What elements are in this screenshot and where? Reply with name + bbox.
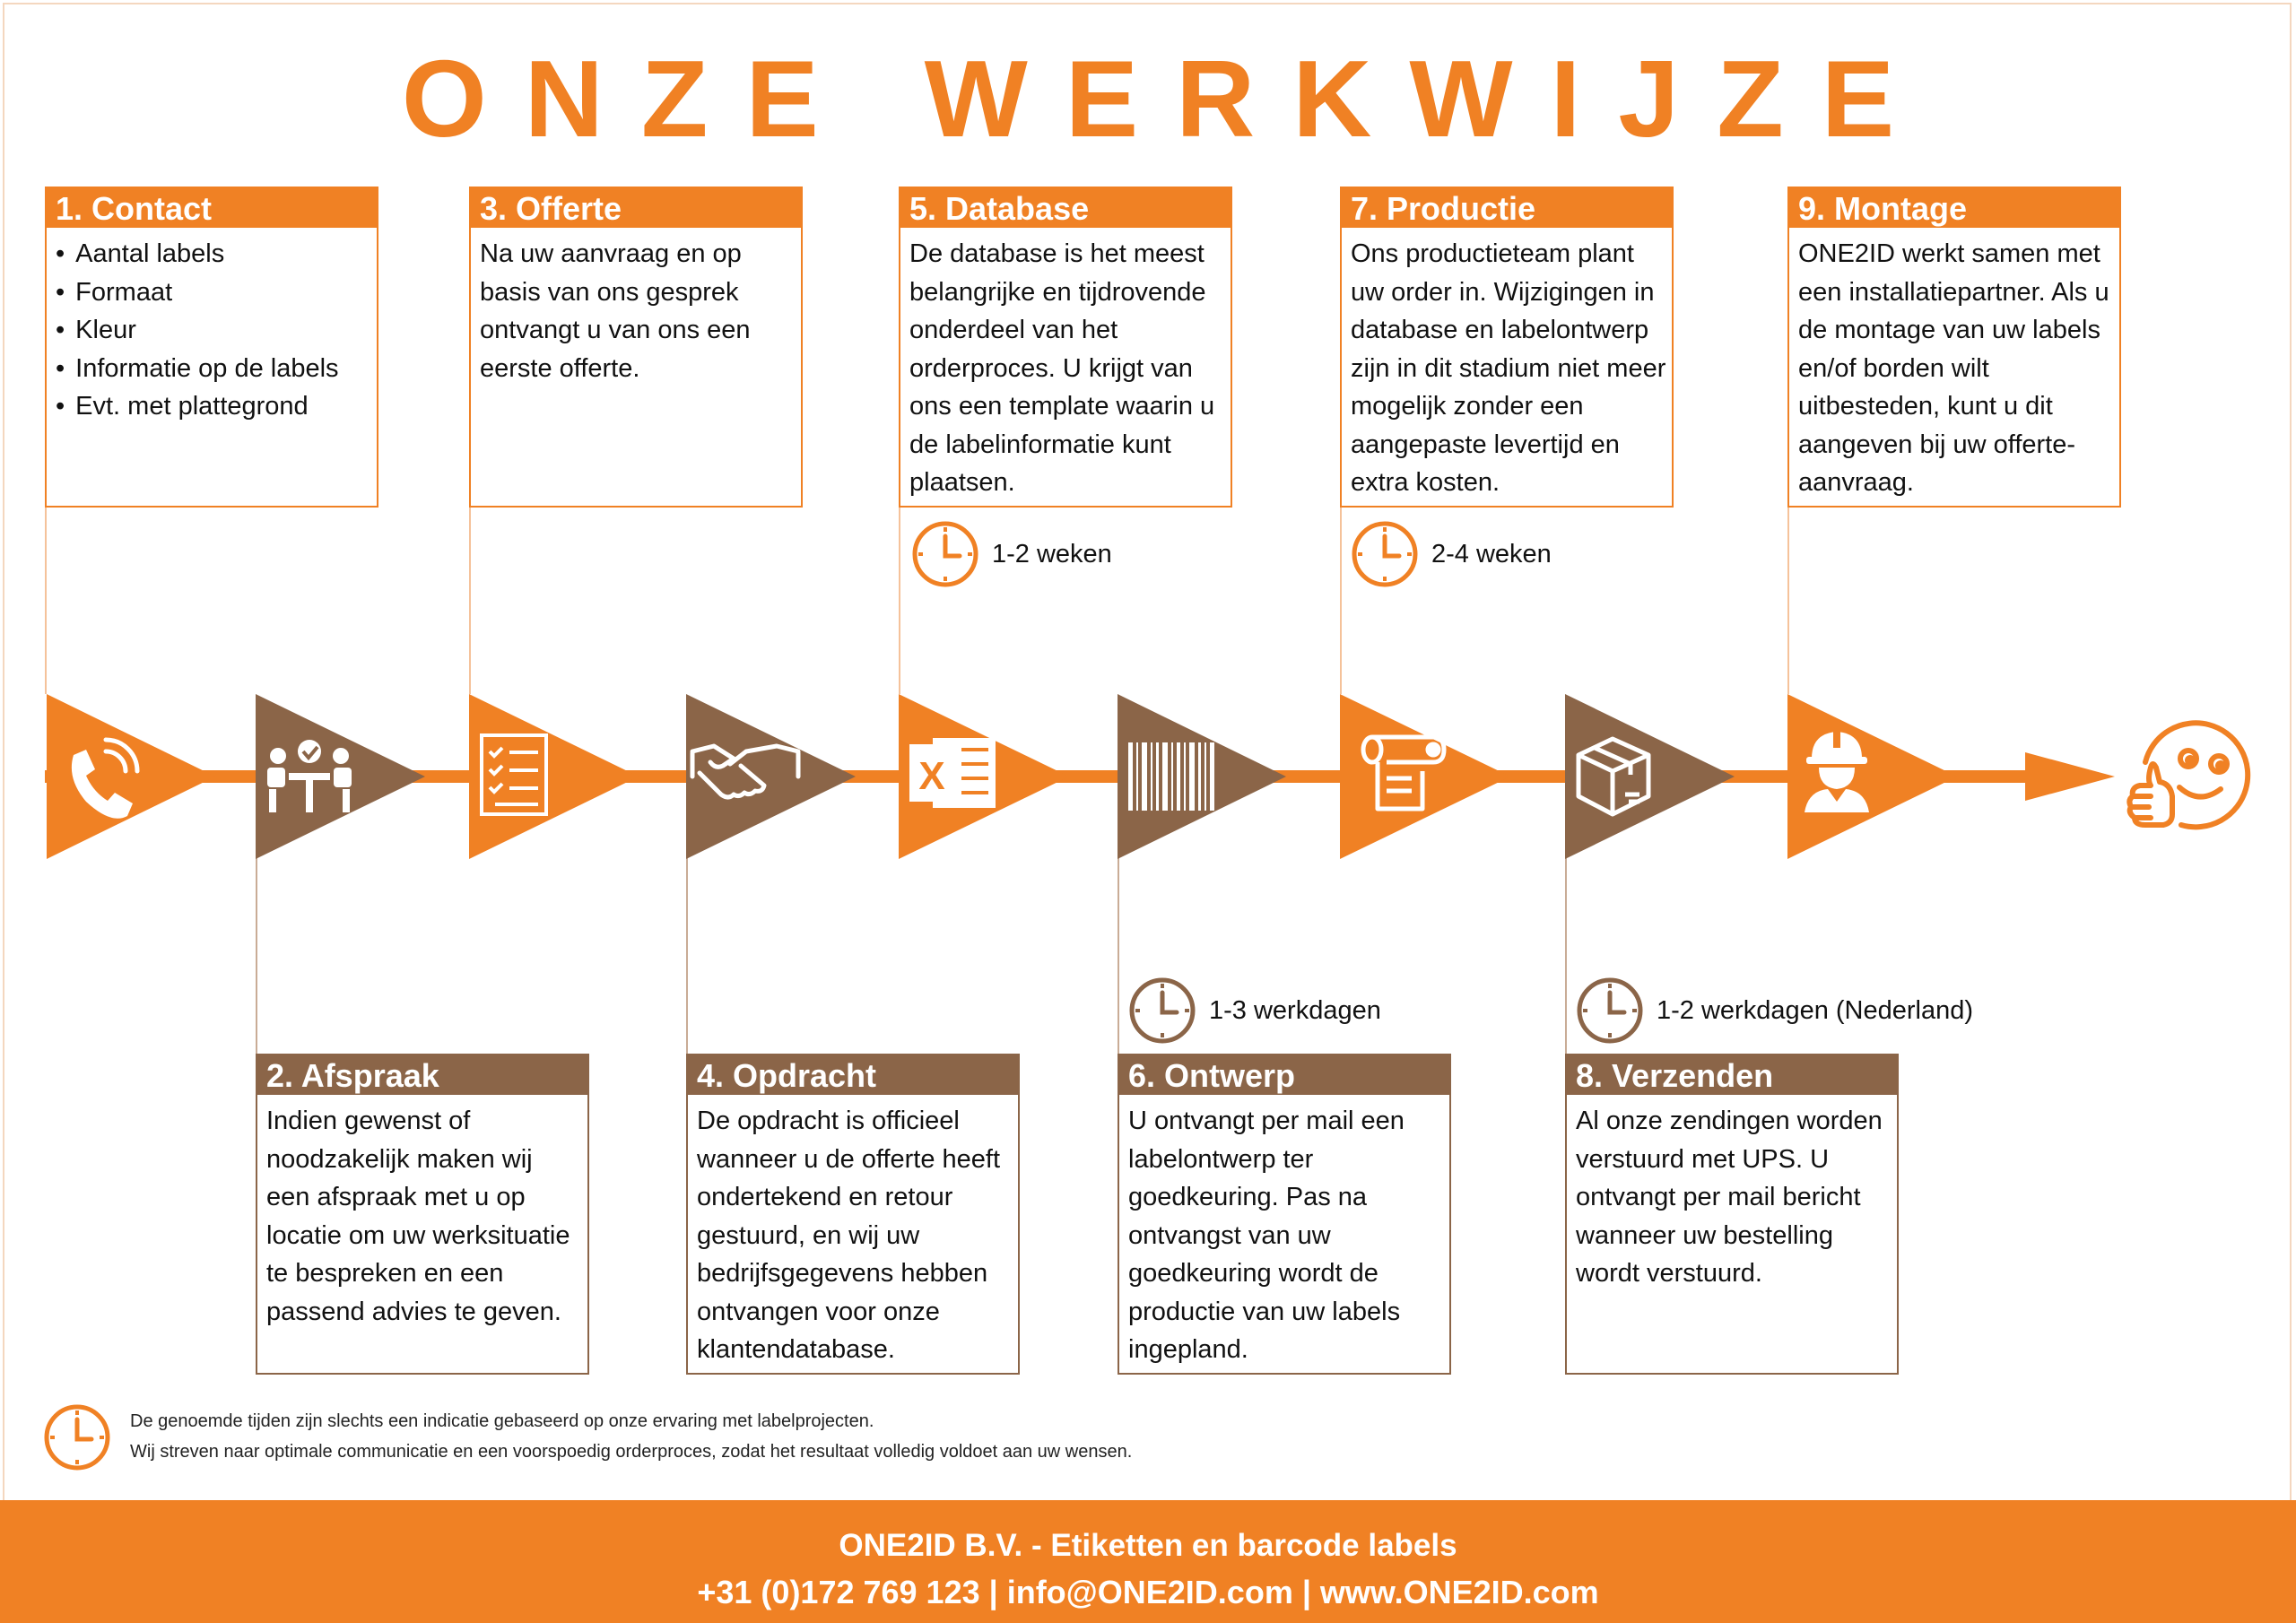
clock-icon [1351, 520, 1419, 588]
triangle-step-1 [47, 694, 215, 859]
list-item: • Evt. met plattegrond [56, 387, 371, 426]
step-box-contact [45, 187, 378, 508]
clock-icon [1128, 976, 1196, 1045]
smiley-thumbs-up-icon [2129, 723, 2248, 827]
step-text: U ontvangt per mail een labelontwerp ter goedkeuring. Pas na ontvangst van uw goedkeuring wordt de productie van uw labels ingepland. [1128, 1107, 1405, 1364]
step-title: 9. Montage [1789, 188, 2119, 228]
step-box-ontwerp [1118, 1054, 1451, 1375]
step-text: De opdracht is officieel wanneer u de offerte heeft ondertekend en retour gestuurd, en wij uw bedrijfsgegevens hebben ontvangen voor onze klantendatabase. [697, 1107, 1001, 1364]
triangle-step-3 [469, 694, 639, 859]
step-box-database [899, 187, 1232, 508]
footer-company: ONE2ID B.V. - Etiketten en barcode labels [839, 1528, 1457, 1563]
step-title: 1. Contact [47, 188, 377, 228]
step-text: Indien gewenst of noodzakelijk maken wij een afspraak met u op locatie om uw werksituatie te bespreken en een passend advies te geven. [266, 1107, 570, 1326]
step-box-opdracht [686, 1054, 1020, 1375]
duration-text: 1-2 werkdagen (Nederland) [1657, 995, 1974, 1025]
step-box-verzenden [1565, 1054, 1899, 1375]
step-list [47, 228, 377, 426]
list-item: • Formaat [56, 273, 371, 312]
step-title: 7. Productie [1342, 188, 1672, 228]
duration-text: 1-3 werkdagen [1209, 995, 1381, 1025]
step-box-productie [1340, 187, 1674, 508]
svg-text:X: X [918, 754, 945, 798]
step-text: ONE2ID werkt samen met een installatiepartner. Als u de montage van uw labels en/of borden wilt uitbesteden, kunt u dit aangeven bij uw offerte-aanvraag. [1798, 239, 2109, 497]
duration-productie [1351, 520, 1552, 588]
clock-icon [911, 520, 979, 588]
clock-icon [43, 1403, 111, 1471]
step-text: De database is het meest belangrijke en tijdrovende onderdeel van het orderproces. U krijgt van ons een template waarin u de labelinformatie kunt plaatsen. [909, 239, 1215, 497]
duration-text: 2-4 weken [1431, 539, 1552, 568]
excel-icon [909, 738, 996, 808]
step-title: 5. Database [900, 188, 1231, 228]
step-box-offerte [469, 187, 803, 508]
page-title: ONZE WERKWIJZE [401, 38, 1933, 160]
step-text: Na uw aanvraag en op basis van ons gesprek ontvangt u van ons een eerste offerte. [480, 239, 751, 383]
list-item: • Informatie op de labels [56, 350, 371, 388]
step-title: 6. Ontwerp [1119, 1055, 1449, 1095]
triangle-step-4 [686, 694, 856, 859]
step-title: 2. Afspraak [257, 1055, 587, 1095]
step-title: 8. Verzenden [1567, 1055, 1897, 1095]
step-box-afspraak [256, 1054, 589, 1375]
duration-database [911, 520, 1112, 588]
triangle-step-9 [1787, 694, 1957, 859]
list-item: • Aantal labels [56, 235, 371, 273]
note-line: Wij streven naar optimale communicatie en een voorspoedig orderproces, zodat het resultaat volledig voldoet aan uw wensen. [130, 1442, 1133, 1462]
note-line: De genoemde tijden zijn slechts een indicatie gebaseerd op onze ervaring met labelprojecten. [130, 1411, 874, 1431]
disclaimer-note [130, 1406, 1132, 1467]
step-text: Al onze zendingen worden verstuurd met UPS. U ontvangt per mail bericht wanneer uw bestelling wordt verstuurd. [1576, 1107, 1883, 1288]
step-title: 3. Offerte [471, 188, 801, 228]
list-item: • Kleur [56, 311, 371, 350]
duration-verzenden [1576, 976, 1973, 1045]
clock-icon [1576, 976, 1644, 1045]
triangle-step-7 [1340, 694, 1510, 859]
footer-contact: +31 (0)172 769 123 | info@ONE2ID.com | www.ONE2ID.com [697, 1574, 1599, 1610]
step-title: 4. Opdracht [688, 1055, 1018, 1095]
step-box-montage [1787, 187, 2121, 508]
step-text: Ons productieteam plant uw order in. Wijzigingen in database en labelontwerp zijn in dit stadium niet meer mogelijk zonder een aangepaste levertijd en extra kosten. [1351, 239, 1666, 497]
footer [0, 1500, 2296, 1623]
duration-ontwerp [1128, 976, 1381, 1045]
duration-text: 1-2 weken [992, 539, 1112, 568]
timeline-arrowhead [2025, 752, 2115, 801]
